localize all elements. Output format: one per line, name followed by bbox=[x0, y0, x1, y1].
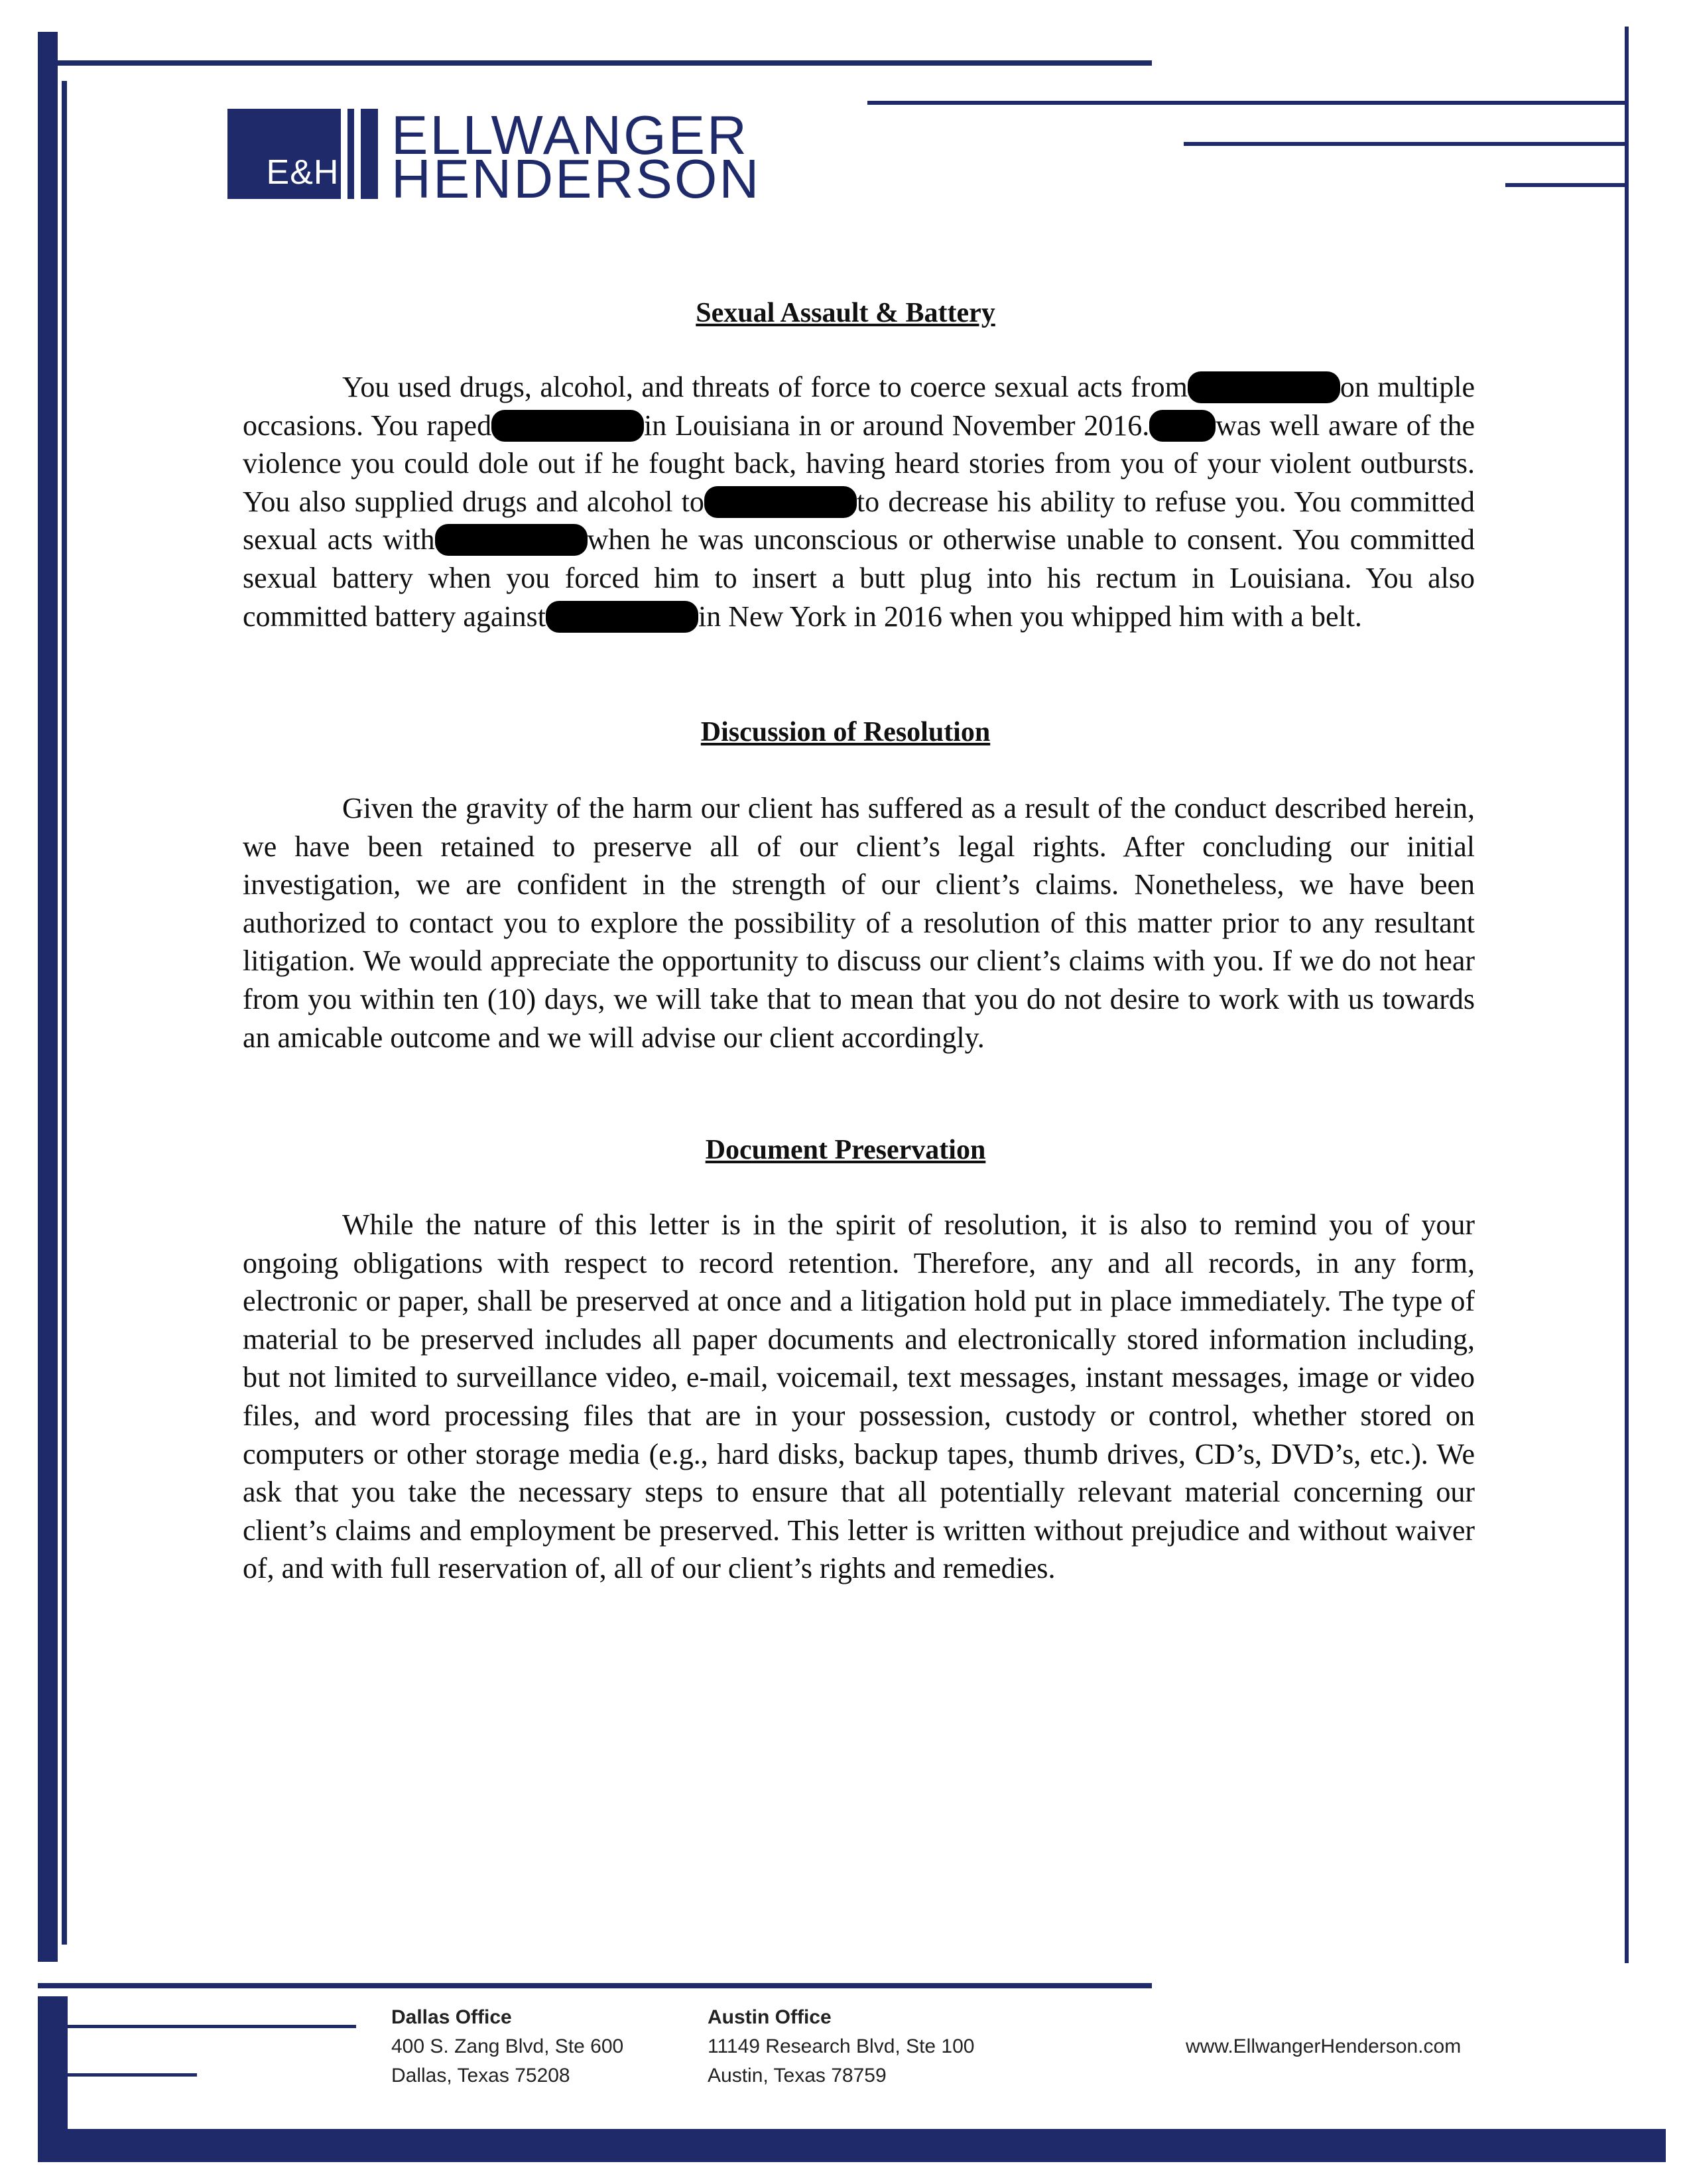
preservation-paragraph: While the nature of this letter is in the spirit of resolution, it is also to remind you of your ongoing obligations with respect to record retention. Therefore, any and all records, in any form, electronic or paper, shall be preserved at once and a litigation hold put in place immediately. The type of material to be preserved includes all paper documents and electronically stored information including, but not limited to surveillance video, e-mail, voicemail, text messages, instant messages, image or video files, and word processing files that are in your possession, custody or control, whether stored on computers or other storage media (e.g., hard disks, backup tapes, thumb drives, CD’s, DVD’s, etc.). We ask that you take the necessary steps to ensure that all potentially relevant material concerning our client’s claims and employment be preserved. This letter is written without prejudice and without waiver of, and with full reservation of, all of our client’s rights and remedies. bbox=[243, 1208, 1475, 1585]
footer-rule-1 bbox=[38, 2025, 356, 2028]
austin-address-line2: Austin, Texas 78759 bbox=[708, 2065, 887, 2087]
section-heading-resolution: Discussion of Resolution bbox=[700, 717, 991, 747]
firm-name-line2: HENDERSON bbox=[391, 148, 761, 210]
firm-logo bbox=[227, 109, 378, 199]
footer-left-block bbox=[38, 1996, 68, 2129]
dallas-address-line1: 400 S. Zang Blvd, Ste 600 bbox=[391, 2035, 624, 2057]
top-right-rule-3 bbox=[1505, 183, 1629, 187]
dallas-address-line2: Dallas, Texas 75208 bbox=[391, 2065, 570, 2087]
paragraph-text: to decrease his ability to refuse you. You committed sexual acts with bbox=[243, 485, 1475, 556]
redaction bbox=[1188, 371, 1340, 403]
paragraph-text: on multiple occasions. You raped bbox=[243, 371, 1475, 442]
paragraph-text: in Louisiana in or around November 2016. bbox=[644, 409, 1150, 442]
austin-address-line1: 11149 Research Blvd, Ste 100 bbox=[708, 2035, 975, 2057]
footer-top-rule bbox=[38, 1983, 1152, 1988]
assault-paragraph bbox=[243, 368, 1475, 635]
resolution-paragraph: Given the gravity of the harm our client has suffered as a result of the conduct described herein, we have been retained to preserve all of our client’s legal rights. After concluding our initial investigation, we are confident in the strength of our client’s claims. Nonetheless, we have been authorized to contact you to explore the possibility of a resolution of this matter prior to any resultant litigation. We would appreciate the opportunity to discuss our client’s claims with you. If we do not hear from you within ten (10) days, we will take that to mean that you do not desire to work with us towards an amicable outcome and we will advise our client accordingly. bbox=[243, 792, 1475, 1054]
paragraph-text: You used drugs, alcohol, and threats of force to coerce sexual acts from bbox=[342, 371, 1188, 403]
redaction bbox=[546, 601, 698, 633]
top-rule bbox=[38, 60, 1152, 66]
logo-initials: E&H bbox=[266, 153, 340, 192]
top-right-rule-1 bbox=[867, 101, 1629, 105]
paragraph-text: when he was unconscious or otherwise unable to consent. You committed sexual battery when you forced him to insert a butt plug into his rectum in Louisiana. You also committed battery against bbox=[243, 523, 1475, 633]
dallas-office bbox=[391, 2003, 623, 2090]
redaction bbox=[1149, 410, 1216, 442]
redaction bbox=[491, 410, 644, 442]
paragraph-text: in New York in 2016 when you whipped him with a belt. bbox=[698, 600, 1362, 633]
section-heading-assault: Sexual Assault & Battery bbox=[696, 298, 995, 328]
redaction bbox=[435, 524, 588, 556]
austin-office bbox=[708, 2003, 974, 2090]
footer-bottom-bar bbox=[38, 2129, 1666, 2162]
left-border-accent bbox=[62, 81, 67, 1945]
section-heading-preservation: Document Preservation bbox=[705, 1135, 986, 1165]
dallas-office-label: Dallas Office bbox=[391, 2006, 512, 2028]
firm-name-line1: ELLWANGER bbox=[391, 104, 749, 166]
austin-office-label: Austin Office bbox=[708, 2006, 832, 2028]
firm-website[interactable]: www.EllwangerHenderson.com bbox=[1186, 2035, 1462, 2057]
redaction bbox=[704, 486, 857, 518]
paragraph-text: was well aware of the violence you could dole out if he fought back, having heard stories from you of your violent outbursts. You also supplied drugs and alcohol to bbox=[243, 409, 1475, 518]
top-right-rule-2 bbox=[1184, 142, 1629, 146]
